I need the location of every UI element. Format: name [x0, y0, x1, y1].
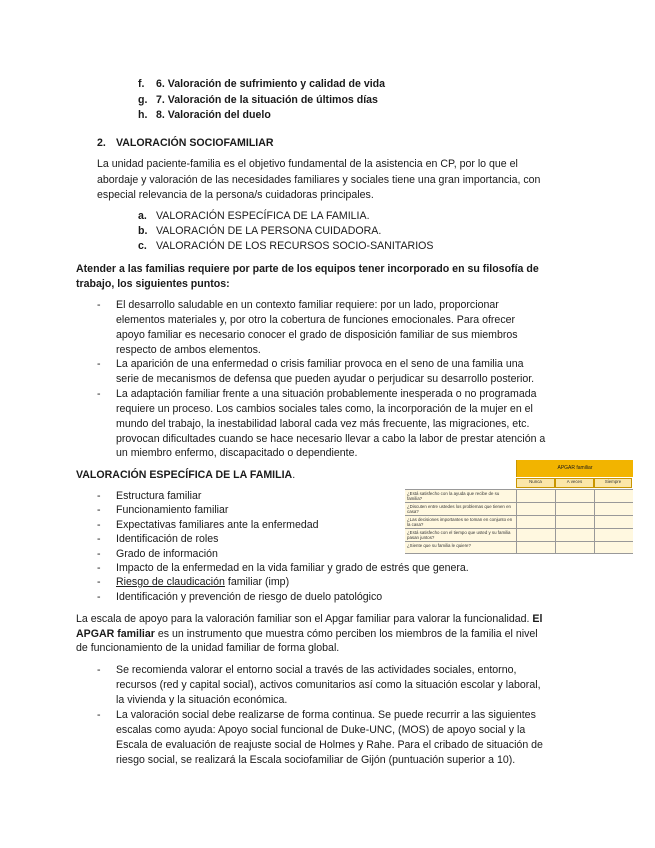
attend-item-line: La aparición de una enfermedad o crisis familiar provoca en el seno de una familia una [116, 358, 524, 370]
risk-rest: familiar (imp) [224, 576, 290, 588]
social-item-line: La valoración social debe realizarse de forma continua. Se puede recurrir a las siguientes [116, 709, 536, 721]
family-item: Estructura familiar [116, 490, 202, 502]
attend-item-line: serie de mecanismos de defensa que pueden ayudar o perjudicar su desarrollo posterior. [116, 373, 535, 385]
apgar-para-line: de funcionamiento de la unidad familiar de forma global. [76, 642, 340, 654]
list-letter: b. [138, 225, 148, 237]
apgar-col-header: A veces [555, 478, 594, 488]
attend-item-line: requiere un proceso. Los cambios sociales tales como, la incorporación de la mujer en el [116, 403, 533, 415]
apgar-cell [555, 542, 593, 554]
section-title: VALORACIÓN SOCIOFAMILIAR [116, 137, 274, 149]
attend-item-line: provocan dificultades cuando se hace necesario llevar a cabo la labor de prestar atención a [116, 433, 546, 445]
dash-bullet: - [97, 299, 101, 311]
dash-bullet: - [97, 548, 101, 560]
list-letter: f. [138, 78, 145, 90]
apgar-para-text: La escala de apoyo para la valoración familiar son el Apgar familiar para valorar la funcionalidad. [76, 613, 533, 625]
intro-line: La unidad paciente-familia es el objetivo fundamental de la asistencia en CP, por lo que el [97, 158, 518, 170]
apgar-para-line [76, 612, 542, 627]
risk-underlined: Riesgo de claudicación [116, 576, 225, 588]
apgar-col-header: Siempre [594, 478, 632, 488]
list-text: 6. Valoración de sufrimiento y calidad de vida [156, 78, 386, 90]
attend-line: Atender a las familias requiere por parte de los equipos tener incorporado en su filosofía de [76, 263, 539, 275]
list-letter: c. [138, 240, 147, 252]
apgar-question: ¿Siente que su familia le quiere? [407, 543, 471, 548]
dash-bullet: - [97, 709, 101, 721]
dash-bullet: - [97, 358, 101, 370]
attend-item-line: La adaptación familiar frente a una situación probablemente inesperada o no programada [116, 388, 537, 400]
dash-bullet: - [97, 591, 101, 603]
attend-item-line: mundo del trabajo, la inestabilidad laboral cada vez más frecuente, las migraciones, etc. [116, 418, 530, 430]
apgar-cell [516, 542, 554, 554]
dash-bullet: - [97, 519, 101, 531]
list-letter: a. [138, 210, 147, 222]
apgar-col-header: Nunca [516, 478, 555, 488]
family-item: Identificación y prevención de riesgo de duelo patológico [116, 591, 383, 603]
social-item-line: recursos (red y capital social), activos comunitarios así como la situación escolar y laboral, [116, 679, 541, 691]
social-item-line: escalas como ayuda: Apoyo social funcional de Duke-UNC, (MOS) de apoyo social y la [116, 724, 526, 736]
list-text: 7. Valoración de la situación de últimos días [156, 94, 378, 106]
intro-line: especial relevancia de la persona/s cuidadoras principales. [97, 189, 374, 201]
apgar-para-bold: El [532, 613, 543, 625]
apgar-question: ¿Está satisfecho con el tiempo que usted y su familia pasan juntos? [407, 530, 511, 540]
dash-bullet: - [97, 576, 101, 588]
family-item: Impacto de la enfermedad en la vida familiar y grado de estrés que genera. [116, 562, 469, 574]
list-text: VALORACIÓN DE LA PERSONA CUIDADORA. [156, 225, 382, 237]
list-text: VALORACIÓN DE LOS RECURSOS SOCIO-SANITARIOS [156, 240, 434, 252]
attend-item-line: un miembro enfermo, discapacitado o dependiente. [116, 447, 358, 459]
family-heading-suffix: . [292, 469, 296, 481]
apgar-question: ¿Está satisfecho con la ayuda que recibe de su familia? [407, 491, 500, 501]
dash-bullet: - [97, 490, 101, 502]
apgar-question: ¿Discuten entre ustedes los problemas que tienen en casa? [407, 504, 511, 514]
attend-item-line: apoyo familiar es necesario conocer el grado de disposición familiar de sus miembros [116, 329, 518, 341]
section-number: 2. [97, 137, 106, 149]
family-item: Identificación de roles [116, 533, 219, 545]
intro-line: abordaje y valoración de las necesidades familiares y sociales tiene una gran importancia, con [97, 174, 541, 186]
list-text: 8. Valoración del duelo [156, 109, 271, 121]
dash-bullet: - [97, 664, 101, 676]
apgar-table [400, 460, 632, 558]
social-item-line: riesgo social, se realizará la Escala sociofamiliar de Gijón (puntuación superior a 10). [116, 754, 516, 766]
family-item: Grado de información [116, 548, 218, 560]
social-item-line: la vivienda y la situación económica. [116, 694, 288, 706]
family-heading [76, 468, 295, 483]
family-item: Expectativas familiares ante la enfermedad [116, 519, 319, 531]
attend-item-line: respecto de ambos elementos. [116, 344, 261, 356]
list-letter: h. [138, 109, 148, 121]
family-item: Funcionamiento familiar [116, 504, 229, 516]
dash-bullet: - [97, 388, 101, 400]
attend-item-line: El desarrollo saludable en un contexto familiar requiere: por un lado, proporcionar [116, 299, 499, 311]
attend-line: trabajo, los siguientes puntos: [76, 278, 230, 290]
apgar-table-title: APGAR familiar [557, 465, 593, 471]
apgar-para-line [76, 627, 538, 642]
apgar-table-header [516, 460, 633, 477]
apgar-question: ¿Las decisiones importantes se toman en conjunto en la casa? [407, 517, 513, 527]
family-heading-text: VALORACIÓN ESPECÍFICA DE LA FAMILIA [76, 469, 293, 481]
social-item-line: Escala de evaluación de reajuste social de Holmes y Rahe. Para el cribado de situación de [116, 739, 543, 751]
list-text: VALORACIÓN ESPECÍFICA DE LA FAMILIA. [156, 210, 370, 222]
dash-bullet: - [97, 562, 101, 574]
dash-bullet: - [97, 533, 101, 545]
dash-bullet: - [97, 504, 101, 516]
attend-item-line: elementos materiales y, por otro la cobertura de funciones emocionales. Para ofrecer [116, 314, 516, 326]
apgar-row [405, 541, 633, 554]
social-item-line: Se recomienda valorar el entorno social a través de las actividades sociales, entorno, [116, 664, 517, 676]
apgar-para-text: es un instrumento que muestra cómo perciben los miembros de la familia el nivel [154, 628, 538, 640]
list-letter: g. [138, 94, 148, 106]
family-item-risk [116, 575, 289, 590]
apgar-cell [594, 542, 632, 554]
apgar-para-bold: APGAR familiar [76, 628, 155, 640]
